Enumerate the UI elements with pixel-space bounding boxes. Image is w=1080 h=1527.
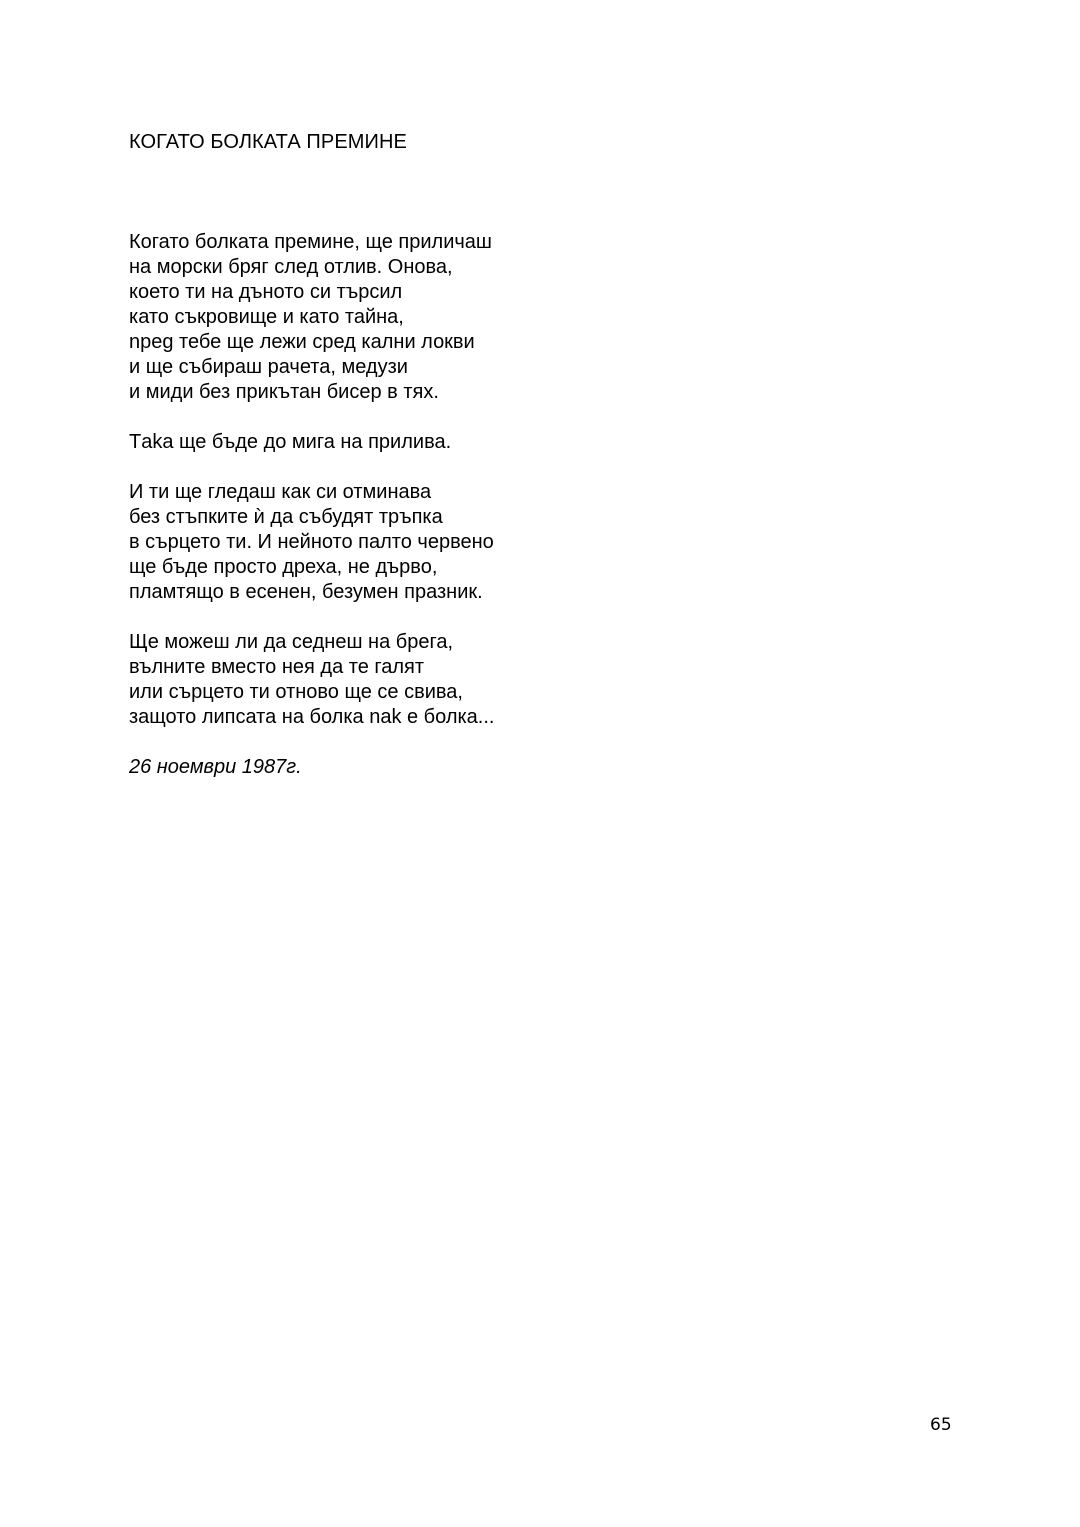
poem-line: което ти на дъното си търсил [129, 281, 403, 303]
poem-line: Тaka ще бъде до мига на прилива. [129, 431, 452, 453]
poem-line: и ще събираш рачета, медузи [129, 356, 408, 378]
poem-line: и миди без прикътан бисер в тях. [129, 381, 439, 403]
page-number: 65 [930, 1415, 952, 1435]
poem-line: пламтящо в есенен, безумен празник. [129, 581, 483, 603]
stanza [129, 630, 729, 730]
poem-line: защото липсата на болка nak е болка... [129, 706, 495, 728]
poem-date: 26 ноември 1987г. [129, 756, 302, 778]
poem-line: без стъпките ѝ да събудят тръпка [129, 506, 443, 528]
poem-line: на морски бряг след отлив. Онова, [129, 256, 453, 278]
stanza [129, 230, 729, 405]
poem-line: И ти ще гледаш как си отминава [129, 481, 432, 503]
poem-line: ще бъде просто дреха, не дърво, [129, 556, 438, 578]
poem-line: или сърцето ти отново ще се свива, [129, 681, 463, 703]
poem-line: вълните вместо нея да те галят [129, 656, 425, 678]
poem-title: КОГАТО БОЛКАТА ПРЕМИНЕ [129, 131, 407, 153]
stanza [129, 430, 729, 455]
poem-line: Когато болката премине, ще приличаш [129, 231, 492, 253]
stanza [129, 480, 729, 605]
poem-line: в сърцето ти. И нейното палто червено [129, 531, 494, 553]
poem-body [129, 230, 729, 780]
poem-line: Ще можеш ли да седнеш на брега, [129, 631, 454, 653]
poem-line: nреg тебе ще лежи сред кални локви [129, 331, 475, 353]
poem-line: като съкровище и като тайна, [129, 306, 404, 328]
